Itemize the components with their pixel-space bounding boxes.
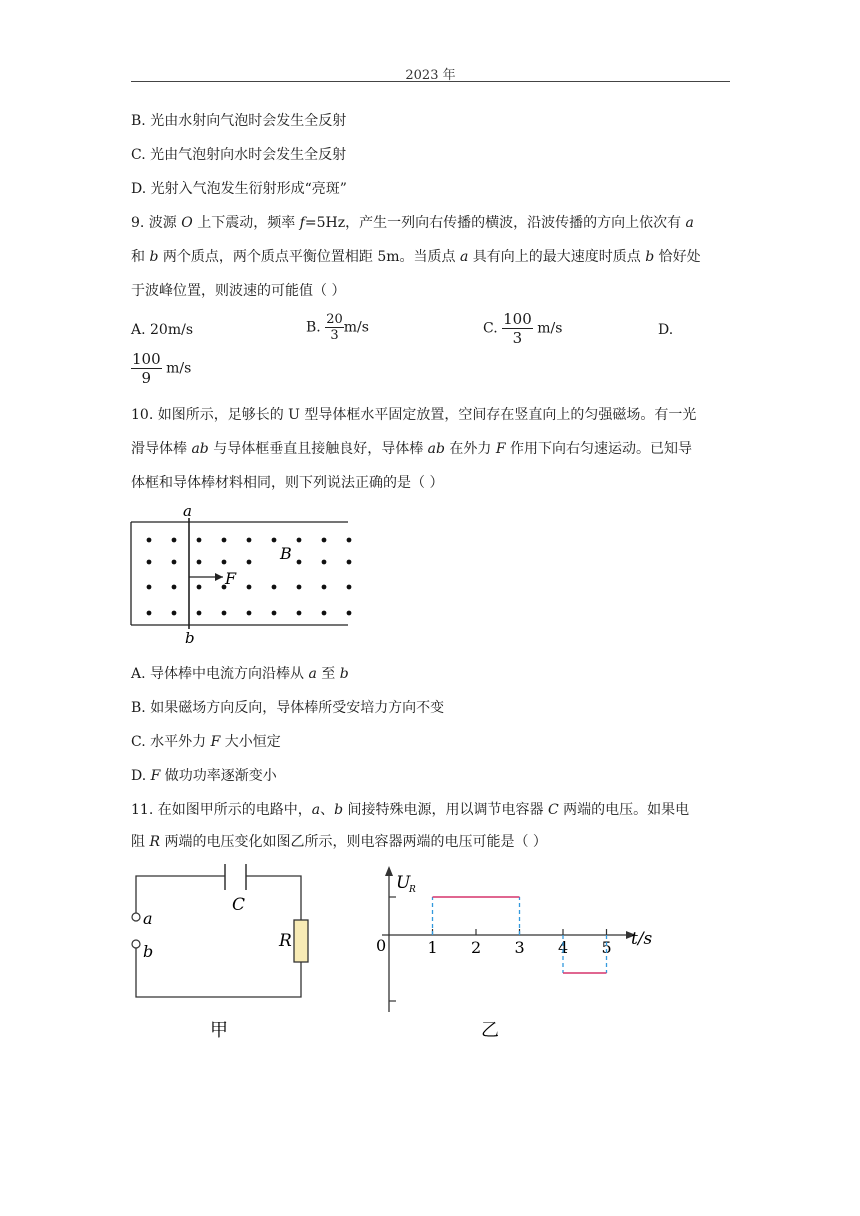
label-b: b (143, 942, 154, 961)
field-dot (197, 585, 202, 590)
field-dot (172, 560, 177, 565)
q10-option-c: C. 水平外力 F 大小恒定 (131, 734, 281, 750)
label-F: F (225, 569, 237, 588)
q10-figure (126, 500, 366, 648)
field-dot (147, 611, 152, 616)
label-B: B (280, 544, 292, 563)
label-a: a (143, 909, 153, 928)
field-dot (322, 538, 327, 543)
q10-stem-line-3: 体框和导体棒材料相同，则下列说法正确的是（ ） (131, 475, 444, 491)
field-dot (347, 560, 352, 565)
field-dot (247, 560, 252, 565)
field-dot (272, 538, 277, 543)
field-dot (222, 611, 227, 616)
q10-option-d: D. F 做功功率逐渐变小 (131, 768, 277, 784)
q8-option-b: B. 光由水射向气泡时会发生全反射 (131, 113, 347, 129)
field-dot (172, 538, 177, 543)
field-dot (172, 585, 177, 590)
field-dot (347, 611, 352, 616)
caption-jia: 甲 (210, 1020, 228, 1041)
terminal-b (132, 940, 140, 948)
field-dot (272, 585, 277, 590)
field-dot (222, 560, 227, 565)
label-b: b (185, 629, 195, 647)
y-axis-label-subscript: R (409, 885, 416, 895)
x-tick-label: 4 (558, 938, 569, 957)
origin-label: 0 (376, 936, 387, 955)
field-dot (247, 611, 252, 616)
q10-option-b: B. 如果磁场方向反向，导体棒所受安培力方向不变 (131, 700, 445, 716)
q11-stem-line-2: 阻 R 两端的电压变化如图乙所示，则电容器两端的电压可能是（ ） (131, 834, 547, 850)
caption-yi: 乙 (481, 1020, 499, 1041)
x-tick-label: 2 (471, 938, 482, 957)
q9-stem-line-1: 9. 波源 O 上下震动，频率 f=5Hz，产生一列向右传播的横波，沿波传播的方向上依次有 a (131, 215, 694, 231)
resistor (294, 920, 308, 962)
q9-option-b: B. $\frac{20}{3}$ m/s (306, 312, 369, 343)
q9-option-a: A. 20m/s (131, 322, 194, 338)
x-tick-label: 3 (514, 938, 525, 957)
label-R: R (279, 931, 292, 951)
field-dot (272, 611, 277, 616)
field-dot (197, 611, 202, 616)
field-dot (347, 538, 352, 543)
field-dot (147, 560, 152, 565)
field-dot (297, 611, 302, 616)
force-arrowhead (215, 573, 223, 581)
x-tick-label: 5 (601, 938, 612, 957)
q9-stem-line-3: 于波峰位置，则波速的可能值（ ） (131, 283, 346, 299)
magnetic-field-dots (147, 538, 352, 616)
q8-option-d: D. 光射入气泡发生衍射形成“亮斑” (131, 181, 347, 197)
q8-option-c: C. 光由气泡射向水时会发生全反射 (131, 147, 347, 163)
q9-option-d: $\frac{100}{9}$ m/s (132, 350, 192, 387)
field-dot (197, 560, 202, 565)
q10-stem-line-1: 10. 如图所示，足够长的 U 型导体框水平固定放置，空间存在竖直向上的匀强磁场。有一光 (131, 407, 697, 423)
field-dot (297, 560, 302, 565)
field-dot (172, 611, 177, 616)
y-axis-label: U (396, 873, 411, 893)
field-dot (322, 560, 327, 565)
page-header: 2023 年 (405, 68, 456, 83)
label-C: C (232, 895, 246, 915)
voltage-graph (372, 860, 672, 1045)
q11-stem-line-1: 11. 在如图甲所示的电路中，a、b 间接特殊电源，用以调节电容器 C 两端的电压。如果电 (131, 802, 690, 818)
field-dot (197, 538, 202, 543)
circuit-diagram (126, 860, 326, 1045)
q10-stem-line-2: 滑导体棒 ab 与导体框垂直且接触良好，导体棒 ab 在外力 F 作用下向右匀速运动。已知导 (131, 441, 693, 457)
field-dot (147, 538, 152, 543)
q10-option-a: A. 导体棒中电流方向沿棒从 a 至 b (131, 666, 349, 682)
field-dot (322, 611, 327, 616)
q9-stem-line-2: 和 b 两个质点，两个质点平衡位置相距 5m。当质点 a 具有向上的最大速度时质点 b 恰好处 (131, 249, 701, 265)
field-dot (247, 585, 252, 590)
field-dot (322, 585, 327, 590)
field-dot (297, 585, 302, 590)
terminal-a (132, 913, 140, 921)
x-tick-label: 1 (427, 938, 438, 957)
label-a: a (183, 502, 192, 520)
field-dot (297, 538, 302, 543)
y-axis-arrowhead (385, 866, 393, 876)
field-dot (347, 585, 352, 590)
field-dot (147, 585, 152, 590)
q9-option-d-label: D. (658, 322, 674, 338)
field-dot (222, 538, 227, 543)
field-dot (247, 538, 252, 543)
x-axis-label: t/s (631, 929, 653, 949)
q9-option-c: C. $\frac{100}{3}$ m/s (483, 310, 563, 347)
header-rule (131, 81, 730, 82)
